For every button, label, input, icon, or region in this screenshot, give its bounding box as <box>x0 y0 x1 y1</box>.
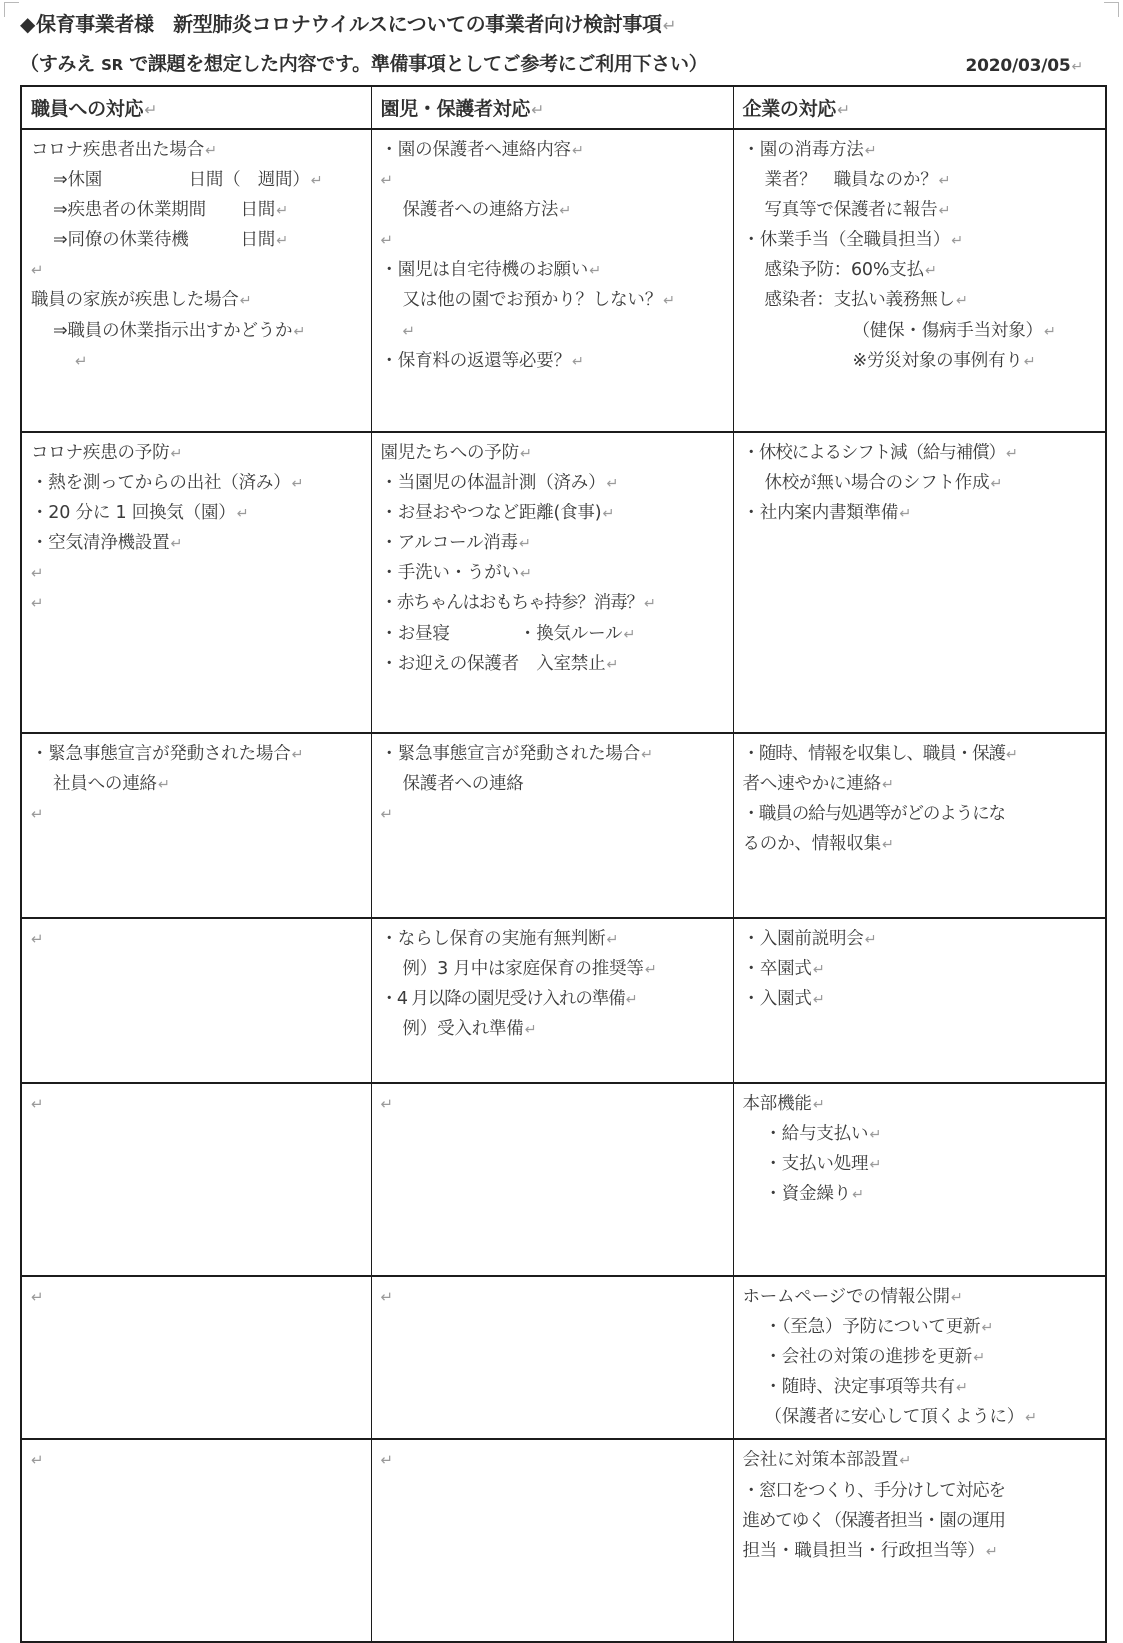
return-mark-icon: ↵ <box>985 1543 998 1560</box>
content-line <box>381 924 726 954</box>
document-date <box>965 56 1083 76</box>
content-line <box>743 1536 1099 1566</box>
content-line <box>743 1402 1099 1432</box>
line-text: ・緊急事態宣言が発動された場合 <box>31 744 291 764</box>
table-cell-staff <box>21 1439 371 1642</box>
cell-content <box>31 1089 364 1119</box>
table-cell-company <box>733 1439 1106 1642</box>
table-cell-children-guardians <box>371 918 733 1083</box>
line-text: ・卒園式 <box>742 959 812 980</box>
line-text: ・給与支払い <box>764 1124 869 1145</box>
empty-line <box>381 316 726 346</box>
return-mark-icon: ↵ <box>589 263 601 280</box>
table-body <box>21 129 1106 1642</box>
return-mark-icon: ↵ <box>1043 323 1056 340</box>
line-text: ・会社の対策の進捗を更新 <box>764 1347 973 1368</box>
content-line <box>743 924 1099 954</box>
crop-mark-top-left <box>4 2 19 17</box>
cell-content <box>743 739 1099 859</box>
cell-content <box>31 924 364 954</box>
line-text: 例）3 月中は家庭保育の推奨等 <box>402 959 644 980</box>
content-line <box>31 498 364 528</box>
return-mark-icon: ↵ <box>31 805 44 824</box>
content-line <box>743 316 1099 346</box>
return-mark-icon: ↵ <box>812 962 825 979</box>
line-text: ・園児は自宅待機のお願い <box>380 260 589 281</box>
return-mark-icon: ↵ <box>869 1157 882 1174</box>
line-text: ⇒休園 日間（ 週間） <box>53 170 310 191</box>
content-line <box>31 165 364 195</box>
content-line <box>743 1282 1099 1312</box>
content-line <box>743 739 1099 769</box>
line-text: ・随時、決定事項等共有 <box>764 1377 955 1398</box>
table-cell-children-guardians <box>371 733 733 918</box>
content-line <box>31 769 364 799</box>
return-mark-icon: ↵ <box>1071 59 1083 75</box>
line-text: ・空気清浄機設置 <box>31 533 170 554</box>
return-mark-icon: ↵ <box>606 932 619 948</box>
content-line <box>743 769 1099 799</box>
column-header-label: 職員への対応 <box>31 98 144 120</box>
table-cell-company <box>733 733 1106 918</box>
table-cell-children-guardians <box>371 432 733 733</box>
return-mark-icon: ↵ <box>602 506 615 523</box>
return-mark-icon: ↵ <box>519 566 532 583</box>
line-text: （保護者に安心して頂くように） <box>764 1407 1024 1428</box>
content-line <box>381 1014 726 1044</box>
line-text: ・園の消毒方法 <box>742 140 864 160</box>
document-title <box>20 12 1103 37</box>
content-line <box>743 1312 1099 1342</box>
table-row <box>21 432 1106 733</box>
content-line <box>381 588 726 618</box>
return-mark-icon: ↵ <box>559 203 572 220</box>
column-header-label: 園児・保護者対応 <box>380 98 531 120</box>
document-title-text: 保育事業者様 新型肺炎コロナウイルスについての事業者向け検討事項 <box>35 12 662 36</box>
content-line <box>381 285 726 315</box>
return-mark-icon: ↵ <box>643 596 655 613</box>
table-cell-staff <box>21 733 371 918</box>
content-line <box>743 1476 1099 1506</box>
content-line <box>743 135 1099 165</box>
content-line <box>743 438 1099 468</box>
return-mark-icon: ↵ <box>938 173 951 190</box>
return-mark-icon: ↵ <box>31 564 44 583</box>
subtitle-sr-label: SR <box>101 56 123 74</box>
content-line <box>743 1445 1099 1475</box>
table-cell-children-guardians <box>371 129 733 432</box>
content-line <box>381 195 726 225</box>
document-subtitle-row <box>20 49 1103 76</box>
line-text: 園児たちへの予防 <box>380 443 519 463</box>
empty-line <box>31 1282 364 1312</box>
return-mark-icon: ↵ <box>571 353 584 370</box>
line-text: 者へ速やかに連絡 <box>742 774 881 795</box>
content-line <box>743 225 1099 255</box>
line-text: ・ならし保育の実施有無判断 <box>380 929 606 949</box>
table-row <box>21 129 1106 432</box>
column-header-label: 企業の対応 <box>742 98 837 120</box>
content-line <box>743 799 1099 829</box>
return-mark-icon: ↵ <box>524 1022 537 1039</box>
cell-content <box>31 1445 364 1475</box>
column-header-company <box>733 86 1106 129</box>
return-mark-icon: ↵ <box>812 992 825 1009</box>
return-mark-icon: ↵ <box>812 1097 825 1113</box>
content-line <box>381 255 726 285</box>
table-cell-children-guardians <box>371 1083 733 1276</box>
line-text: ・4 月以降の園児受け入れの準備 <box>380 989 625 1010</box>
cell-content <box>31 135 364 376</box>
cell-content <box>381 438 726 679</box>
cell-content <box>381 739 726 829</box>
line-text: ・保育料の返還等必要？ <box>380 350 571 371</box>
line-text: ・（至急）予防について更新 <box>764 1317 981 1338</box>
line-text: ・当園児の体温計測（済み） <box>380 473 606 494</box>
cell-content <box>381 1445 726 1475</box>
content-line <box>31 135 364 165</box>
return-mark-icon: ↵ <box>869 1127 882 1144</box>
content-line <box>31 528 364 558</box>
content-line <box>381 619 726 649</box>
return-mark-icon: ↵ <box>951 233 963 250</box>
table-cell-children-guardians <box>371 1439 733 1642</box>
return-mark-icon: ↵ <box>571 143 584 159</box>
return-mark-icon: ↵ <box>973 1350 985 1367</box>
table-row <box>21 1439 1106 1642</box>
line-text: ※労災対象の事例有り <box>852 350 1023 371</box>
return-mark-icon: ↵ <box>899 1453 912 1470</box>
content-line <box>31 438 364 468</box>
diamond-bullet-icon: ◆ <box>20 12 35 36</box>
empty-line <box>381 165 726 195</box>
content-line <box>381 438 726 468</box>
return-mark-icon: ↵ <box>239 293 252 310</box>
line-text: 感染者：支払い義務無し <box>764 290 955 311</box>
return-mark-icon: ↵ <box>380 805 393 824</box>
empty-line <box>381 1445 726 1475</box>
return-mark-icon: ↵ <box>1005 747 1017 763</box>
table-cell-staff <box>21 1083 371 1276</box>
document-subtitle <box>20 49 707 76</box>
return-mark-icon: ↵ <box>837 101 850 119</box>
empty-line <box>381 1282 726 1312</box>
table-row <box>21 1276 1106 1439</box>
return-mark-icon: ↵ <box>881 777 894 794</box>
return-mark-icon: ↵ <box>31 594 44 613</box>
cell-content <box>31 739 364 829</box>
line-text: ⇒疾患者の休業期間 日間 <box>53 200 276 221</box>
line-text: 社員への連絡 <box>53 774 157 795</box>
line-text: 職員の家族が疾患した場合 <box>31 290 239 311</box>
empty-line <box>381 225 726 255</box>
return-mark-icon: ↵ <box>276 233 288 250</box>
cell-content <box>743 924 1099 1014</box>
return-mark-icon: ↵ <box>606 656 619 673</box>
content-line <box>743 1342 1099 1372</box>
return-mark-icon: ↵ <box>291 476 304 493</box>
return-mark-icon: ↵ <box>518 536 531 553</box>
return-mark-icon: ↵ <box>380 231 393 250</box>
content-line <box>381 498 726 528</box>
table-cell-children-guardians <box>371 1276 733 1439</box>
line-text: 写真等で保護者に報告 <box>764 200 938 221</box>
return-mark-icon: ↵ <box>236 506 249 523</box>
content-line <box>31 285 364 315</box>
cell-content <box>743 1445 1099 1565</box>
line-text: コロナ疾患の予防 <box>31 443 170 463</box>
content-line <box>31 316 364 346</box>
return-mark-icon: ↵ <box>31 930 44 948</box>
line-text: ⇒職員の休業指示出すかどうか <box>53 320 293 341</box>
line-text: 感染予防：60%支払 <box>764 260 924 281</box>
return-mark-icon: ↵ <box>310 173 323 190</box>
cell-content <box>743 135 1099 376</box>
content-line <box>381 739 726 769</box>
return-mark-icon: ↵ <box>75 351 88 370</box>
table-cell-company <box>733 918 1106 1083</box>
empty-line <box>381 1089 726 1119</box>
content-line <box>743 1119 1099 1149</box>
content-line <box>381 954 726 984</box>
return-mark-icon: ↵ <box>293 323 306 340</box>
return-mark-icon: ↵ <box>144 101 157 119</box>
return-mark-icon: ↵ <box>625 992 637 1009</box>
return-mark-icon: ↵ <box>864 932 877 948</box>
return-mark-icon: ↵ <box>380 1451 393 1470</box>
line-text: ・社内案内書類準備 <box>742 503 899 524</box>
line-text: ・随時、情報を収集し、職員・保護 <box>742 744 1005 764</box>
line-text: ・休業手当（全職員担当） <box>742 230 951 251</box>
table-cell-staff <box>21 1276 371 1439</box>
subtitle-prefix: （すみえ <box>20 53 102 75</box>
return-mark-icon: ↵ <box>663 293 675 310</box>
table-cell-company <box>733 432 1106 733</box>
return-mark-icon: ↵ <box>955 1380 968 1397</box>
return-mark-icon: ↵ <box>276 203 288 220</box>
table-row <box>21 918 1106 1083</box>
content-line <box>743 1372 1099 1402</box>
line-text: 又は他の園でお預かり？しない？ <box>402 290 662 311</box>
content-line <box>743 195 1099 225</box>
return-mark-icon: ↵ <box>205 143 217 159</box>
content-line <box>381 649 726 679</box>
cell-content <box>31 1282 364 1312</box>
content-line <box>381 769 726 799</box>
return-mark-icon: ↵ <box>31 1288 44 1306</box>
return-mark-icon: ↵ <box>31 261 44 280</box>
table-row <box>21 1083 1106 1276</box>
return-mark-icon: ↵ <box>380 1288 393 1306</box>
column-header-staff <box>21 86 371 129</box>
return-mark-icon: ↵ <box>955 293 968 310</box>
table-cell-staff <box>21 918 371 1083</box>
content-line <box>743 285 1099 315</box>
line-text: ・お昼おやつなど距離(食事) <box>380 503 602 524</box>
return-mark-icon: ↵ <box>1025 1410 1037 1427</box>
line-text: 例）受入れ準備 <box>402 1019 524 1040</box>
empty-line <box>31 1089 364 1119</box>
content-line <box>31 225 364 255</box>
return-mark-icon: ↵ <box>380 171 393 190</box>
content-line <box>743 1179 1099 1209</box>
return-mark-icon: ↵ <box>641 747 653 763</box>
line-text: ・休校によるシフト減（給与補償） <box>742 443 1005 463</box>
empty-line <box>381 799 726 829</box>
empty-line <box>31 558 364 588</box>
content-line <box>743 255 1099 285</box>
cell-content <box>381 1282 726 1312</box>
line-text: ・入園前説明会 <box>742 929 864 949</box>
line-text: 会社に対策本部設置 <box>742 1450 899 1471</box>
content-line <box>381 528 726 558</box>
line-text: ・お迎えの保護者 入室禁止 <box>380 653 606 674</box>
content-line <box>743 468 1099 498</box>
line-text: ・アルコール消毒 <box>380 533 518 554</box>
return-mark-icon: ↵ <box>881 837 894 854</box>
line-text: 進めてゆく（保護者担当・園の運用 <box>742 1510 1005 1531</box>
return-mark-icon: ↵ <box>990 476 1003 493</box>
content-line <box>31 739 364 769</box>
document-date-text: 2020/03/05 <box>965 56 1071 76</box>
return-mark-icon: ↵ <box>662 16 676 35</box>
content-line <box>381 468 726 498</box>
line-text: ・お昼寝 ・換気ルール <box>380 623 623 644</box>
empty-line <box>31 255 364 285</box>
return-mark-icon: ↵ <box>623 626 636 643</box>
table-cell-company <box>733 129 1106 432</box>
return-mark-icon: ↵ <box>924 263 937 280</box>
content-line <box>743 1149 1099 1179</box>
return-mark-icon: ↵ <box>31 1095 44 1113</box>
cell-content <box>31 438 364 619</box>
line-text: 保護者への連絡 <box>402 774 524 795</box>
line-text: るのか、情報収集 <box>742 834 881 855</box>
line-text: 休校が無い場合のシフト作成 <box>764 473 990 494</box>
line-text: ・資金繰り <box>764 1184 851 1205</box>
line-text: ・窓口をつくり、手分けして対応を <box>742 1480 1005 1501</box>
document-header <box>0 0 1123 76</box>
checklist-table-wrapper <box>0 85 1123 1643</box>
table-cell-staff <box>21 432 371 733</box>
empty-line <box>31 924 364 954</box>
line-text: ・手洗い・うがい <box>380 563 519 584</box>
cell-content <box>743 1282 1099 1432</box>
line-text: コロナ疾患者出た場合 <box>31 140 204 160</box>
line-text: 業者？ 職員なのか？ <box>764 170 938 191</box>
content-line <box>743 1506 1099 1536</box>
return-mark-icon: ↵ <box>644 962 657 979</box>
return-mark-icon: ↵ <box>402 321 415 340</box>
content-line <box>381 135 726 165</box>
table-cell-company <box>733 1083 1106 1276</box>
return-mark-icon: ↵ <box>864 143 877 159</box>
table-cell-staff <box>21 129 371 432</box>
crop-mark-top-right <box>1104 2 1119 17</box>
empty-line <box>31 588 364 618</box>
table-header <box>21 86 1106 129</box>
return-mark-icon: ↵ <box>606 476 619 493</box>
return-mark-icon: ↵ <box>1005 446 1017 462</box>
content-line <box>743 346 1099 376</box>
line-text: 担当・職員担当・行政担当等） <box>742 1540 985 1561</box>
return-mark-icon: ↵ <box>1023 353 1036 370</box>
return-mark-icon: ↵ <box>157 777 170 794</box>
content-line <box>381 558 726 588</box>
content-line <box>381 984 726 1014</box>
line-text: ・20 分に 1 回換気（園） <box>31 503 236 524</box>
return-mark-icon: ↵ <box>981 1320 994 1337</box>
cell-content <box>743 438 1099 528</box>
return-mark-icon: ↵ <box>950 1290 963 1306</box>
empty-line <box>31 346 364 376</box>
return-mark-icon: ↵ <box>380 1095 393 1113</box>
cell-content <box>381 135 726 376</box>
column-header-children-guardians <box>371 86 733 129</box>
content-line <box>31 195 364 225</box>
subtitle-suffix: で課題を想定した内容です。準備事項としてご参考にご利用下さい） <box>122 53 708 75</box>
content-line <box>743 954 1099 984</box>
content-line <box>743 984 1099 1014</box>
cell-content <box>381 924 726 1044</box>
empty-line <box>31 799 364 829</box>
line-text: 本部機能 <box>742 1094 812 1114</box>
content-line <box>381 346 726 376</box>
return-mark-icon: ↵ <box>938 203 951 220</box>
content-line <box>743 498 1099 528</box>
table-cell-company <box>733 1276 1106 1439</box>
content-line <box>31 468 364 498</box>
line-text: ・緊急事態宣言が発動された場合 <box>380 744 640 764</box>
line-text: ホームページでの情報公開 <box>742 1287 950 1307</box>
return-mark-icon: ↵ <box>170 536 183 553</box>
return-mark-icon: ↵ <box>519 446 532 462</box>
return-mark-icon: ↵ <box>170 446 183 462</box>
empty-line <box>31 1445 364 1475</box>
content-line <box>743 829 1099 859</box>
content-line <box>743 1089 1099 1119</box>
table-header-row <box>21 86 1106 129</box>
line-text: ・職員の給与処遇等がどのようにな <box>742 804 1005 825</box>
line-text: ・赤ちゃんはおもちゃ持参？消毒？ <box>380 593 643 614</box>
return-mark-icon: ↵ <box>852 1187 864 1204</box>
table-row <box>21 733 1106 918</box>
line-text: ⇒同僚の休業待機 日間 <box>53 230 276 251</box>
return-mark-icon: ↵ <box>291 747 304 763</box>
return-mark-icon: ↵ <box>31 1451 44 1470</box>
line-text: ・園の保護者へ連絡内容 <box>380 140 571 160</box>
return-mark-icon: ↵ <box>899 506 912 523</box>
cell-content <box>743 1089 1099 1209</box>
line-text: （健保・傷病手当対象） <box>852 320 1043 341</box>
checklist-table <box>20 85 1107 1643</box>
content-line <box>743 165 1099 195</box>
line-text: ・支払い処理 <box>764 1154 869 1175</box>
line-text: 保護者への連絡方法 <box>402 200 559 221</box>
return-mark-icon: ↵ <box>531 101 544 119</box>
cell-content <box>381 1089 726 1119</box>
line-text: ・入園式 <box>742 989 812 1010</box>
line-text: ・熱を測ってからの出社（済み） <box>31 473 291 494</box>
